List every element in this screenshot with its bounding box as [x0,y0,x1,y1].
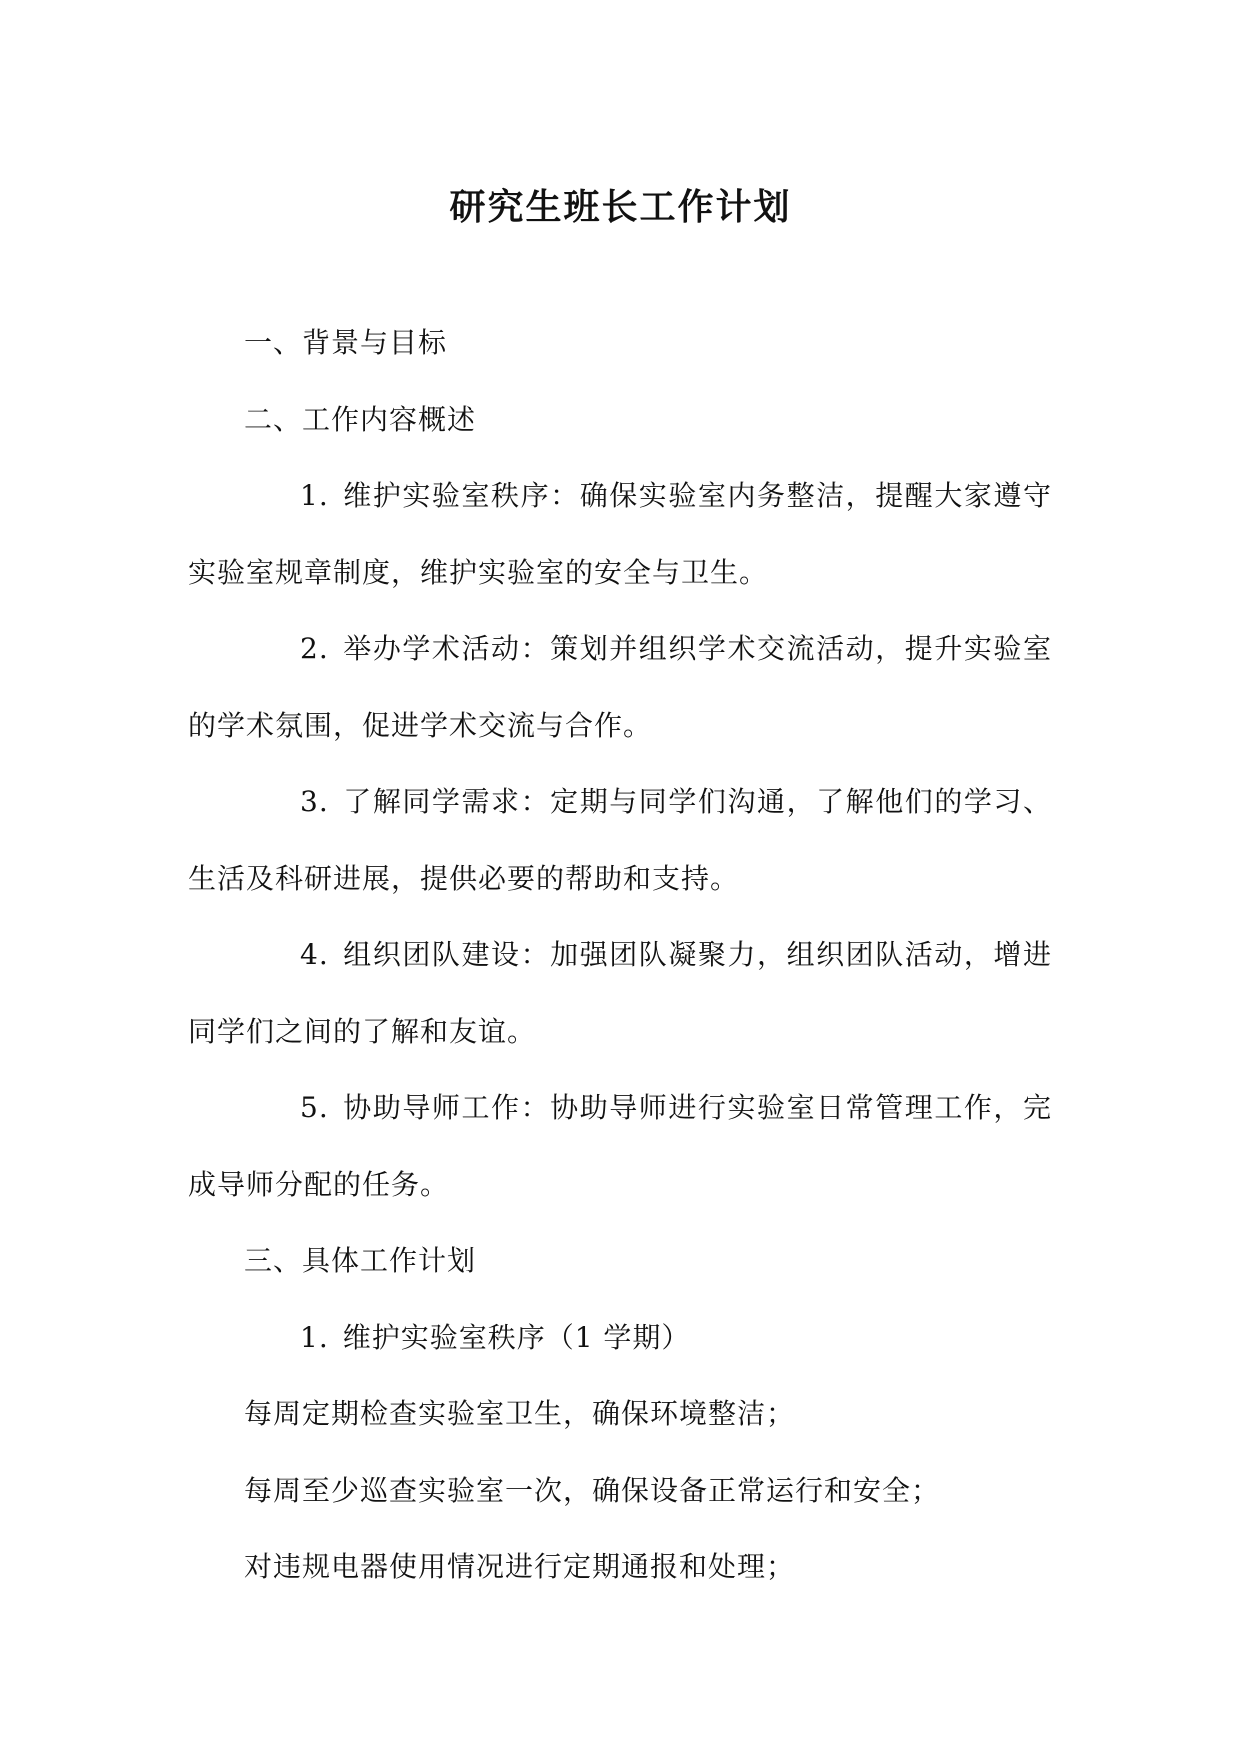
item-text: 举办学术活动：策划并组织学术交流活动，提升实验室的学术氛围，促进学术交流与合作。 [188,632,1052,742]
item-number: 3. [300,785,329,818]
item-text: 维护实验室秩序：确保实验室内务整洁，提醒大家遵守实验室规章制度，维护实验室的安全与卫生。 [188,479,1052,589]
plan-item-1 [188,1300,1052,1377]
plan-detail-3: 对违规电器使用情况进行定期通报和处理； [244,1550,796,1583]
item-text: 组织团队建设：加强团队凝聚力，组织团队活动，增进同学们之间的了解和友谊。 [188,938,1052,1048]
item-number: 5. [300,1091,329,1124]
item-text: 了解同学需求：定期与同学们沟通，了解他们的学习、生活及科研进展，提供必要的帮助和支持。 [188,785,1052,895]
paragraph-item-4 [188,917,1052,1070]
item-number: 1. [300,479,329,512]
section-heading-plan: 三、具体工作计划 [244,1244,477,1277]
paragraph-item-3 [188,764,1052,917]
plan-detail-2: 每周至少巡查实验室一次，确保设备正常运行和安全； [244,1473,941,1507]
paragraph-item-1 [188,458,1052,611]
paragraph-item-2 [188,611,1052,764]
item-text: 协助导师工作：协助导师进行实验室日常管理工作，完成导师分配的任务。 [188,1091,1052,1201]
plan-detail-1: 每周定期检查实验室卫生，确保环境整洁； [244,1397,796,1430]
item-number: 1. [300,1320,329,1354]
item-number: 2. [300,632,329,665]
paragraph-item-5 [188,1070,1052,1223]
section-heading-overview: 二、工作内容概述 [244,402,477,436]
item-number: 4. [300,938,329,971]
document-body [188,305,1052,1606]
item-text: 维护实验室秩序（1 学期） [342,1320,691,1354]
section-heading-background: 一、背景与目标 [244,326,448,359]
document-title: 研究生班长工作计划 [449,186,792,228]
